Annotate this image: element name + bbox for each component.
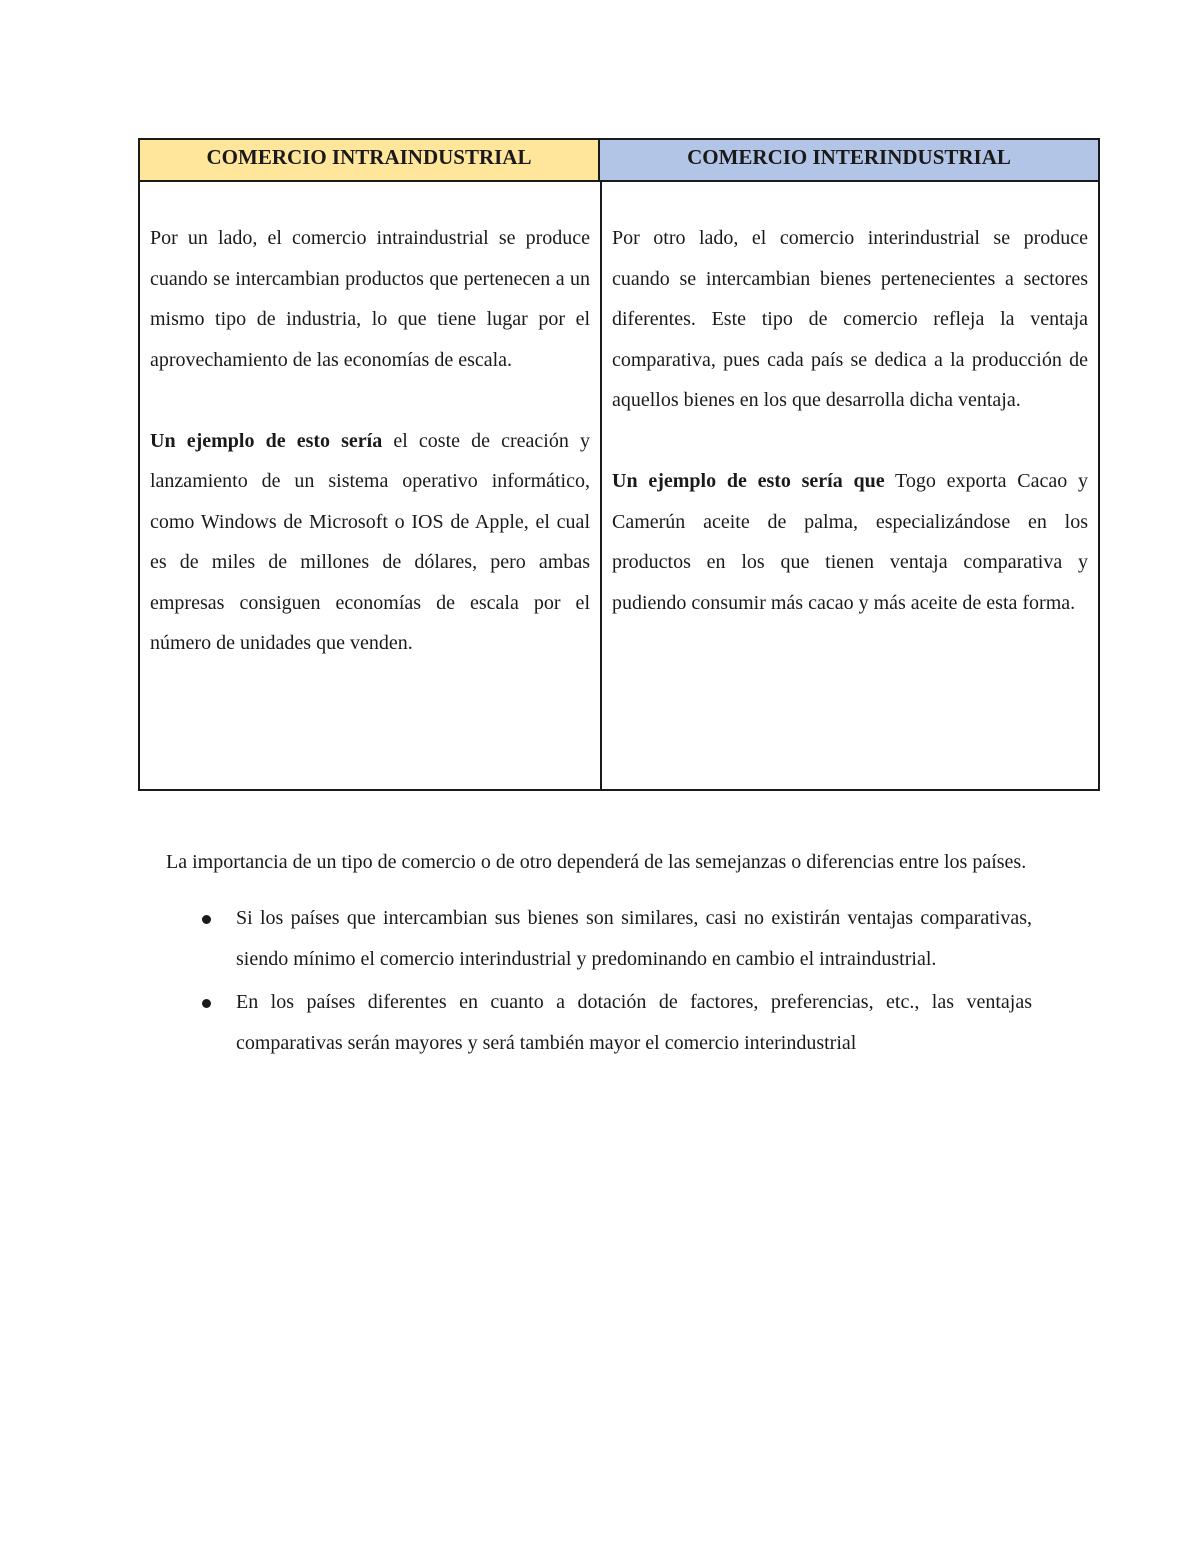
table-header-row [140,140,1098,182]
intraindustrial-cell [150,218,590,664]
column-divider [600,182,602,791]
list-item [166,898,1032,980]
intraindustrial-example-text: el coste de creación y lanzamiento de un sistema operativo informático, como Windows de Microsoft o IOS de Apple, el cual es de miles de millones de dólares, pero ambas empresas consiguen economías de escala por el número de unidades que venden. [150,429,590,654]
bullet-icon [202,999,211,1008]
comparison-table [138,138,1100,791]
bullet-list [166,898,1032,1064]
bullet-text: Si los países que intercambian sus bienes son similares, casi no existirán ventajas comparativas, siendo mínimo el comercio interindustrial y predominando en cambio el intraindustrial. [236,907,1032,970]
interindustrial-example-lead: Un ejemplo de esto sería que [612,470,885,492]
bullet-text: En los países diferentes en cuanto a dotación de factores, preferencias, etc., las ventajas comparativas serán mayores y será también mayor el comercio interindustrial [236,991,1032,1054]
interindustrial-example [612,461,1088,623]
list-item [166,982,1032,1064]
interindustrial-example-text: Togo exporta Cacao y Camerún aceite de palma, especializándose en los productos en los que tienen ventaja comparativa y pudiendo consumir más cacao y más aceite de esta forma. [612,470,1089,614]
interindustrial-definition: Por otro lado, el comercio interindustrial se produce cuando se intercambian bienes pertenecientes a sectores diferentes. Este tipo de comercio refleja la ventaja comparativa, pues cada país se dedica a la producción de aquellos bienes en los que desarrolla dicha ventaja. [612,227,1088,411]
body-text [166,842,1032,1066]
header-intraindustrial: COMERCIO INTRAINDUSTRIAL [140,140,600,180]
intro-paragraph: La importancia de un tipo de comercio o de otro dependerá de las semejanzas o diferencias entre los países. [166,851,1027,873]
header-interindustrial: COMERCIO INTERINDUSTRIAL [600,140,1098,180]
intraindustrial-definition: Por un lado, el comercio intraindustrial se produce cuando se intercambian productos que pertenecen a un mismo tipo de industria, lo que tiene lugar por el aprovechamiento de las economías de escala. [150,227,590,371]
intraindustrial-example-lead: Un ejemplo de esto sería [150,429,383,452]
interindustrial-cell [612,218,1088,623]
bullet-icon [202,915,211,924]
intraindustrial-example [150,421,590,664]
